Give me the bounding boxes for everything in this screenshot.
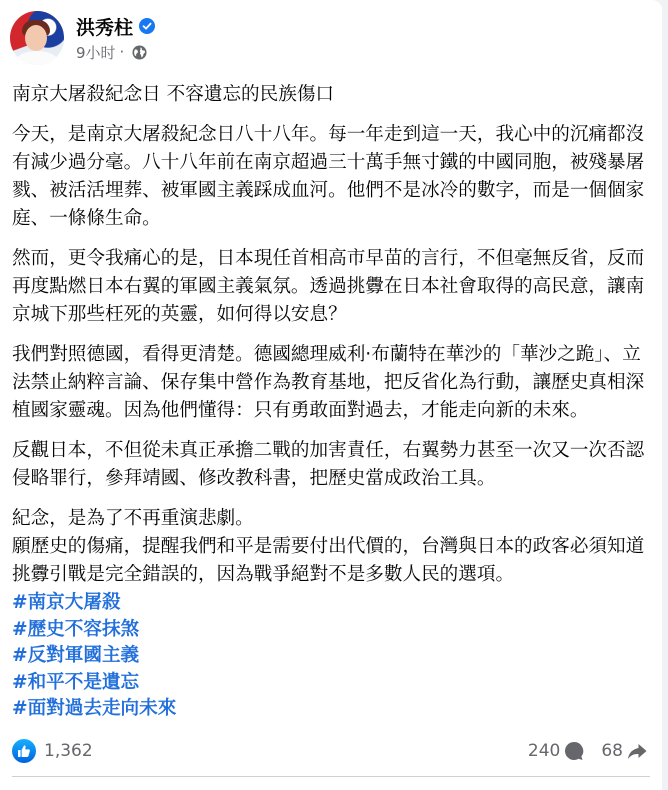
comment-icon[interactable] xyxy=(563,740,585,762)
verified-badge-icon xyxy=(139,18,155,34)
post-paragraph: 然而，更令我痛心的是，日本現任首相高市早苗的言行，不但毫無反省，反而再度點燃日本右翼的軍國主義氣氛。透過挑釁在日本社會取得的高民意，讓南京城下那些枉死的英靈，如何得以安息？ xyxy=(12,248,645,325)
post-body xyxy=(12,81,652,601)
hashtag-link[interactable]: #南京大屠殺 xyxy=(12,592,121,613)
post-header xyxy=(10,10,155,66)
author-row xyxy=(76,13,155,39)
post-paragraph: 願歷史的傷痛，提醒我們和平是需要付出代價的，台灣與日本的政客必須知道挑釁引戰是完全錯誤的，因為戰爭絕對不是多數人民的選項。 xyxy=(12,536,645,585)
hashtag-link[interactable]: #和平不是遺忘 xyxy=(12,671,140,693)
hashtag-link[interactable]: #反對軍國主義 xyxy=(12,645,140,666)
stats-divider xyxy=(12,776,650,777)
engagement-counts xyxy=(528,740,648,762)
share-icon[interactable] xyxy=(626,740,648,762)
post-paragraph: 紀念，是為了不再重演悲劇。 xyxy=(12,508,254,529)
comments-count[interactable]: 240 xyxy=(527,741,561,761)
timestamp[interactable]: 9小时 xyxy=(76,43,116,62)
hashtag-link[interactable]: #歷史不容抹煞 xyxy=(12,618,140,640)
hashtag-link[interactable]: #面對過去走向未來 xyxy=(12,698,177,719)
separator: · xyxy=(119,43,125,61)
hashtag-list xyxy=(12,590,176,723)
author-name[interactable]: 洪秀柱 xyxy=(76,16,134,39)
like-reaction-icon xyxy=(12,739,36,763)
post-paragraph: 反觀日本，不但從未真正承擔二戰的加害責任，右翼勢力甚至一次又一次否認侵略罪行，參拜靖國、修改教科書，把歷史當成政治工具。 xyxy=(12,440,645,489)
post-paragraph: 今天，是南京大屠殺紀念日八十八年。每一年走到這一天，我心中的沉痛都沒有減少過分毫。八十八年前在南京超過三十萬手無寸鐵的中國同胞，被殘暴屠戮、被活活埋葬、被軍國主義踩成血河。他們不是冰冷的數字，而是一個個家庭、一條條生命。 xyxy=(12,124,645,229)
reactions-count: 1,362 xyxy=(44,741,93,761)
avatar-face xyxy=(25,25,47,51)
reactions-summary[interactable] xyxy=(12,739,93,763)
avatar[interactable] xyxy=(10,11,64,65)
timestamp-row xyxy=(76,41,155,63)
post-paragraph: 我們對照德國，看得更清楚。德國總理威利·布蘭特在華沙的「華沙之跪」、立法禁止納粹言論、保存集中營作為教育基地，把反省化為行動，讓歷史真相深植國家靈魂。因為他們懂得：只有勇敢面對過去，才能走向新的未來。 xyxy=(12,344,645,421)
globe-icon[interactable] xyxy=(132,45,147,60)
avatar-shirt xyxy=(16,51,58,65)
shares-count[interactable]: 68 xyxy=(601,741,623,761)
post-stats-bar xyxy=(12,736,648,766)
post-meta xyxy=(76,13,155,63)
post-title: 南京大屠殺紀念日 不容遺忘的民族傷口 xyxy=(12,84,335,105)
